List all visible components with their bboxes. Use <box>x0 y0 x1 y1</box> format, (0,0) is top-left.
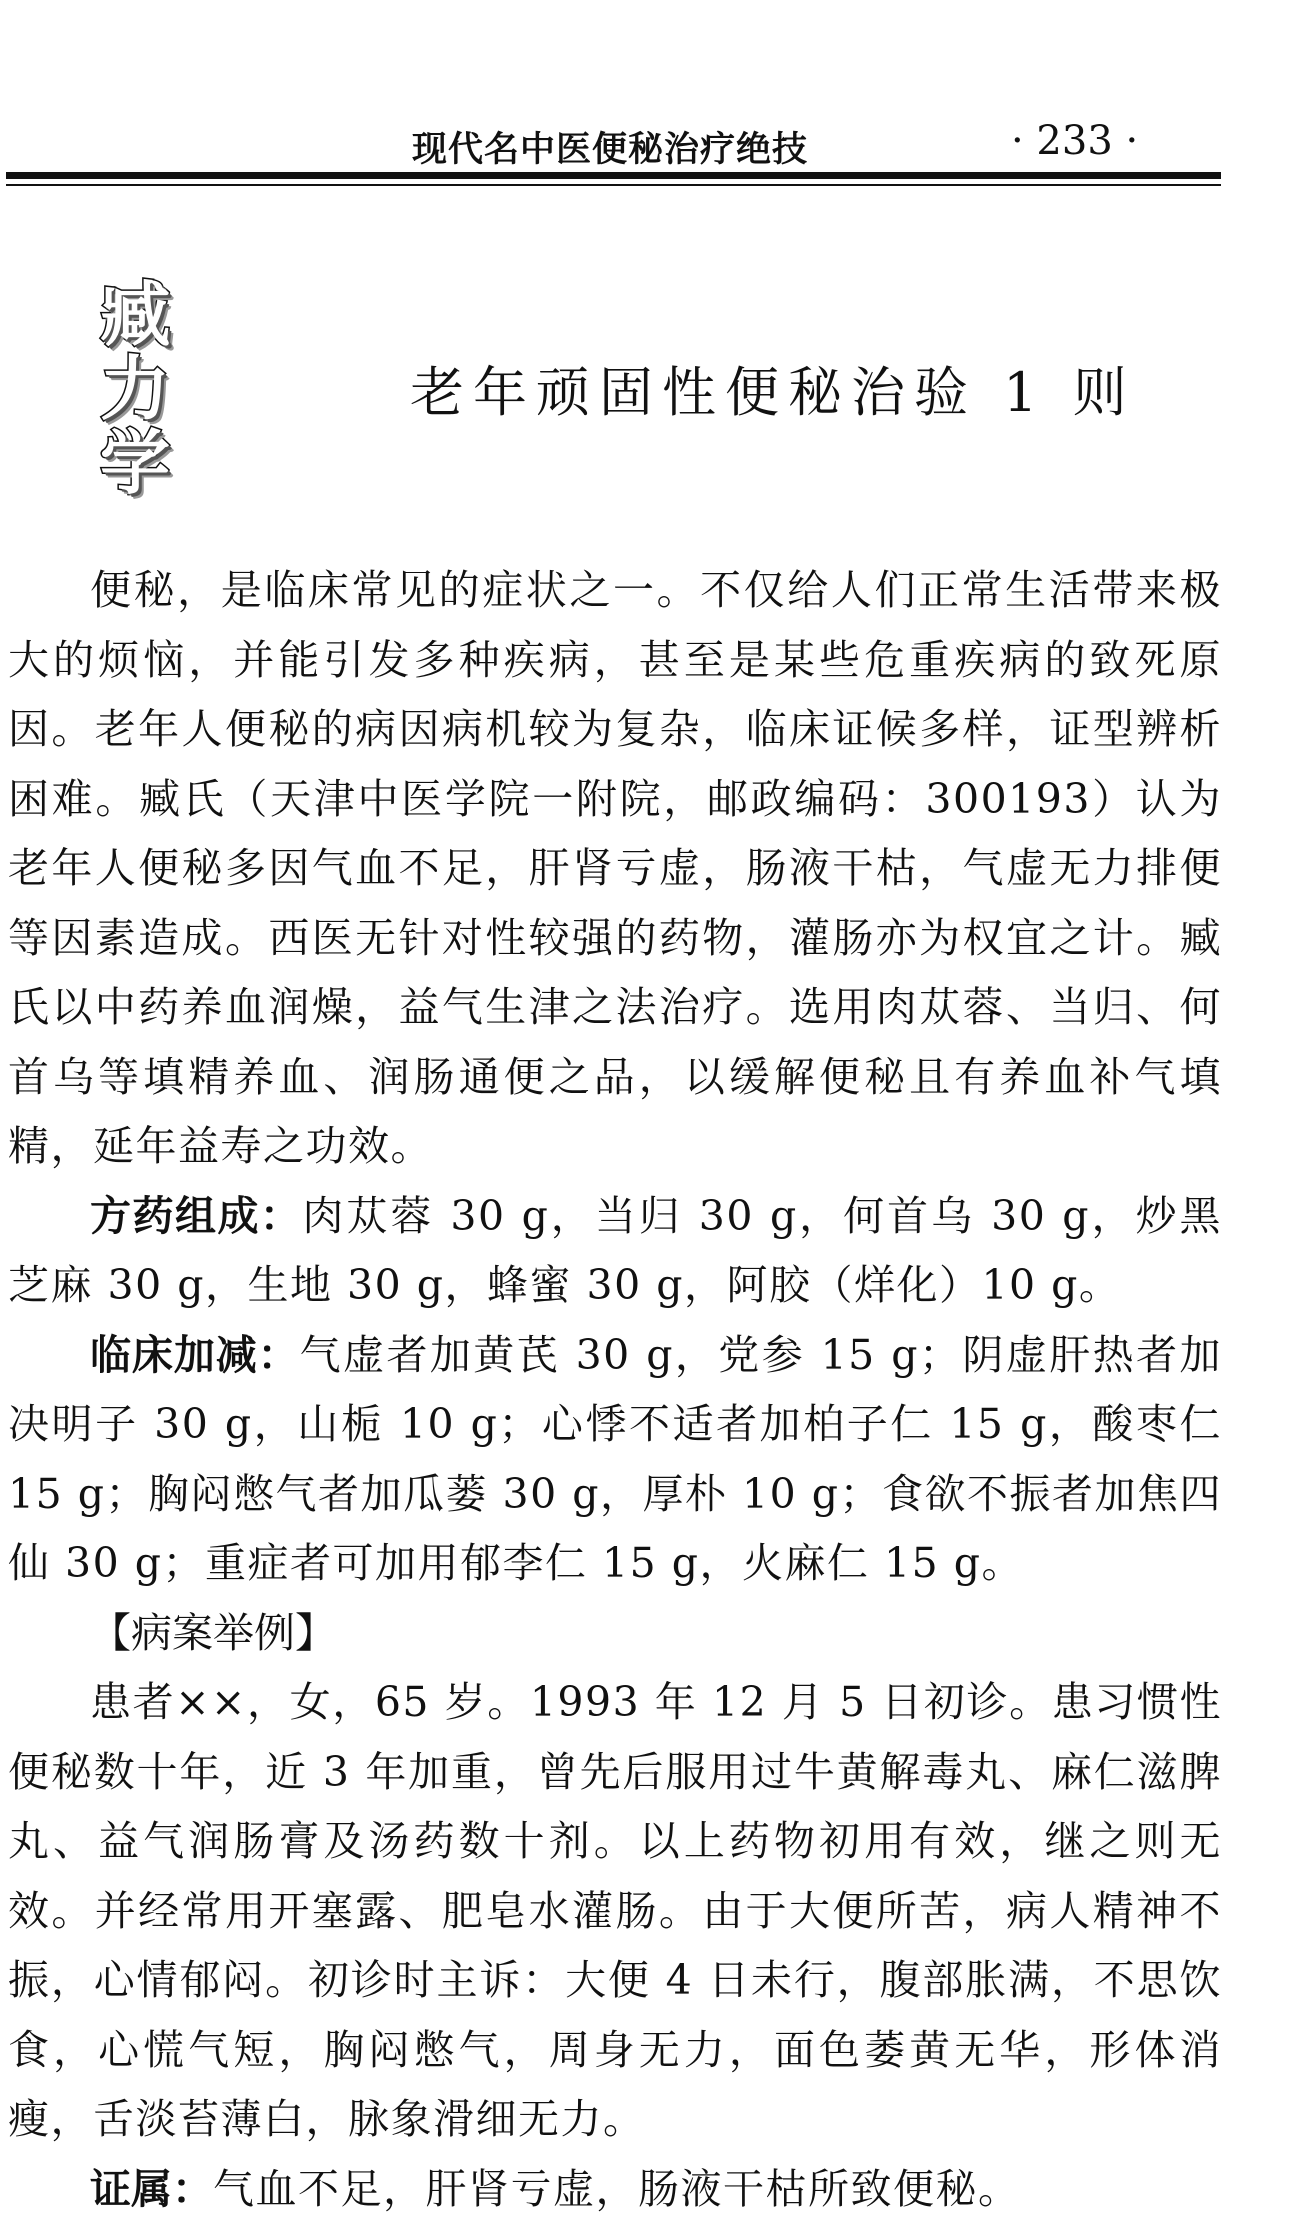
diagnosis-paragraph <box>8 2155 1222 2224</box>
article-body <box>8 556 1222 2224</box>
case-paragraph: 患者××，女，65 岁。1993 年 12 月 5 日初诊。患习惯性便秘数十年，近 3 年加重，曾先后服用过牛黄解毒丸、麻仁滋脾丸、益气润肠膏及汤药数十剂。以上药物初用有效，继之则无效。并经常用开塞露、肥皂水灌肠。由于大便所苦，病人精神不振，心情郁闷。初诊时主诉：大便 4 日未行，腹部胀满，不思饮食，心慌气短，胸闷憋气，周身无力，面色萎黄无华，形体消瘦，舌淡苔薄白，脉象滑细无力。 <box>8 1668 1222 2155</box>
article-title: 老年顽固性便秘治验 1 则 <box>410 350 1136 427</box>
formula-text: 肉苁蓉 30 g，当归 30 g，何首乌 30 g，炒黑芝麻 30 g，生地 30 g，蜂蜜 30 g，阿胶（烊化）10 g。 <box>8 1192 1222 1310</box>
author-name: 臧力学 <box>100 278 220 500</box>
case-heading-text: 【病案举例】 <box>90 1609 336 1657</box>
formula-label: 方药组成： <box>90 1192 302 1240</box>
modification-paragraph <box>8 1321 1222 1599</box>
formula-paragraph <box>8 1182 1222 1321</box>
intro-paragraph: 便秘，是临床常见的症状之一。不仅给人们正常生活带来极大的烦恼，并能引发多种疾病，甚至是某些危重疾病的致死原因。老年人便秘的病因病机较为复杂，临床证候多样，证型辨析困难。臧氏（天津中医学院一附院，邮政编码：300193）认为老年人便秘多因气血不足，肝肾亏虚，肠液干枯，气虚无力排便等因素造成。西医无针对性较强的药物，灌肠亦为权宜之计。臧氏以中药养血润燥，益气生津之法治疗。选用肉苁蓉、当归、何首乌等填精养血、润肠通便之品，以缓解便秘且有养血补气填精，延年益寿之功效。 <box>8 556 1222 1182</box>
modification-text: 气虚者加黄芪 30 g，党参 15 g；阴虚肝热者加决明子 30 g，山栀 10 g；心悸不适者加柏子仁 15 g，酸枣仁 15 g；胸闷憋气者加瓜蒌 30 g，厚朴 10 g；食欲不振者加焦四仙 30 g；重症者可加用郁李仁 15 g，火麻仁 15 g。 <box>8 1331 1222 1588</box>
header-rule-thin <box>6 184 1221 186</box>
header-rule-thick <box>6 172 1221 179</box>
modification-label: 临床加减： <box>90 1331 300 1379</box>
case-heading <box>8 1599 1222 1669</box>
book-title: 现代名中医便秘治疗绝技 <box>412 122 808 172</box>
running-header <box>6 118 1221 174</box>
page-number: · 233 · <box>1011 118 1138 164</box>
diagnosis-text: 气血不足，肝肾亏虚，肠液干枯所致便秘。 <box>213 2165 1021 2213</box>
diagnosis-label: 证属： <box>90 2165 213 2213</box>
